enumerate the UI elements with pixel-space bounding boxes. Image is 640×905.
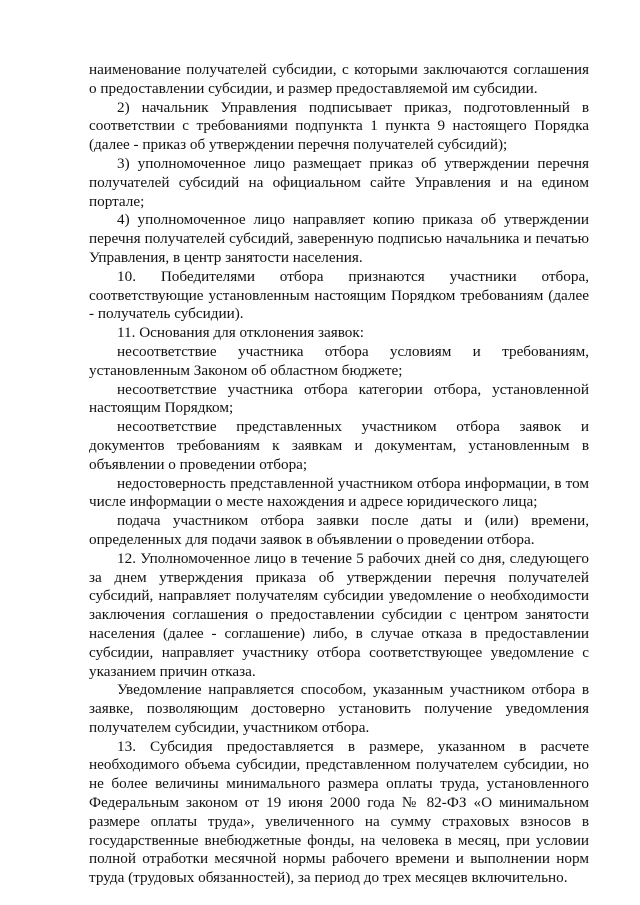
paragraph-section-11-rejection-grounds: 11. Основания для отклонения заявок: xyxy=(117,324,364,342)
paragraph-ground-late-submission: подача участником отбора заявки после даты и (или) времени, определенных для подачи заявок в объявлении о проведении отбора. xyxy=(89,512,589,548)
paragraph-ground-documents-mismatch: несоответствие представленных участником отбора заявок и документов требованиям к заявкам и документам, установленным в объявлении о проведении отбора; xyxy=(89,418,589,473)
paragraph-ground-conditions-mismatch: несоответствие участника отбора условиям и требованиям, установленным Законом об областном бюджете; xyxy=(89,342,589,379)
paragraph-ground-category-mismatch: несоответствие участника отбора категории отбора, установленной настоящим Порядком; xyxy=(89,380,589,417)
paragraph-item-3-publication: 3) уполномоченное лицо размещает приказ об утверждении перечня получателей субсидий на официальном сайте Управления и на едином портале; xyxy=(89,154,589,210)
document-body xyxy=(89,61,589,888)
paragraph-notification-method: Уведомление направляется способом, указанным участником отбора в заявке, позволяющим достоверно установить получение уведомления получателем субсидии, участником отбора. xyxy=(89,681,589,736)
paragraph-recipients-continuation: наименование получателей субсидии, с которыми заключаются соглашения о предоставлении субсидии, и размер предоставляемой им субсидии. xyxy=(89,61,589,97)
paragraph-section-12-notification: 12. Уполномоченное лицо в течение 5 рабочих дней со дня, следующего за днем утверждения приказа об утверждении перечня получателей субсидий, направляет получателям субсидии уведомление о необходимости заключения соглашения о предоставлении субсидии с центром занятости населения (далее - соглашение) либо, в случае отказа в предоставлении субсидии, направляет участнику отбора соответствующее уведомление с указанием причин отказа. xyxy=(89,549,589,680)
paragraph-section-10-winners: 10. Победителями отбора признаются участники отбора, соответствующие установленным настоящим Порядком требованиям (далее - получатель субсидии). xyxy=(89,267,589,323)
paragraph-ground-false-information: недостоверность представленной участником отбора информации, в том числе информации о месте нахождения и адресе юридического лица; xyxy=(89,474,589,511)
paragraph-item-2-order-signing: 2) начальник Управления подписывает приказ, подготовленный в соответствии с требованиями подпункта 1 пункта 9 настоящего Порядка (далее - приказ об утверждении перечня получателей субсидий); xyxy=(89,98,589,154)
paragraph-section-13-subsidy-amount: 13. Субсидия предоставляется в размере, указанном в расчете необходимого объема субсидии, представленном получателем субсидии, но не более величины минимального размера оплаты труда, установленного Федеральным законом от 19 июня 2000 года № 82-ФЗ «О минимальном размере оплаты труда», увеличенного на сумму страховых взносов в государственные внебюджетные фонды, на человека в месяц, при условии полной отработки месячной нормы рабочего времени и выполнении норм труда (трудовых обязанностей), за период до трех месяцев включительно. xyxy=(89,737,589,887)
paragraph-item-4-copy-to-center: 4) уполномоченное лицо направляет копию приказа об утверждении перечня получателей субсидий, заверенную подписью начальника и печатью Управления, в центр занятости населения. xyxy=(89,211,589,266)
